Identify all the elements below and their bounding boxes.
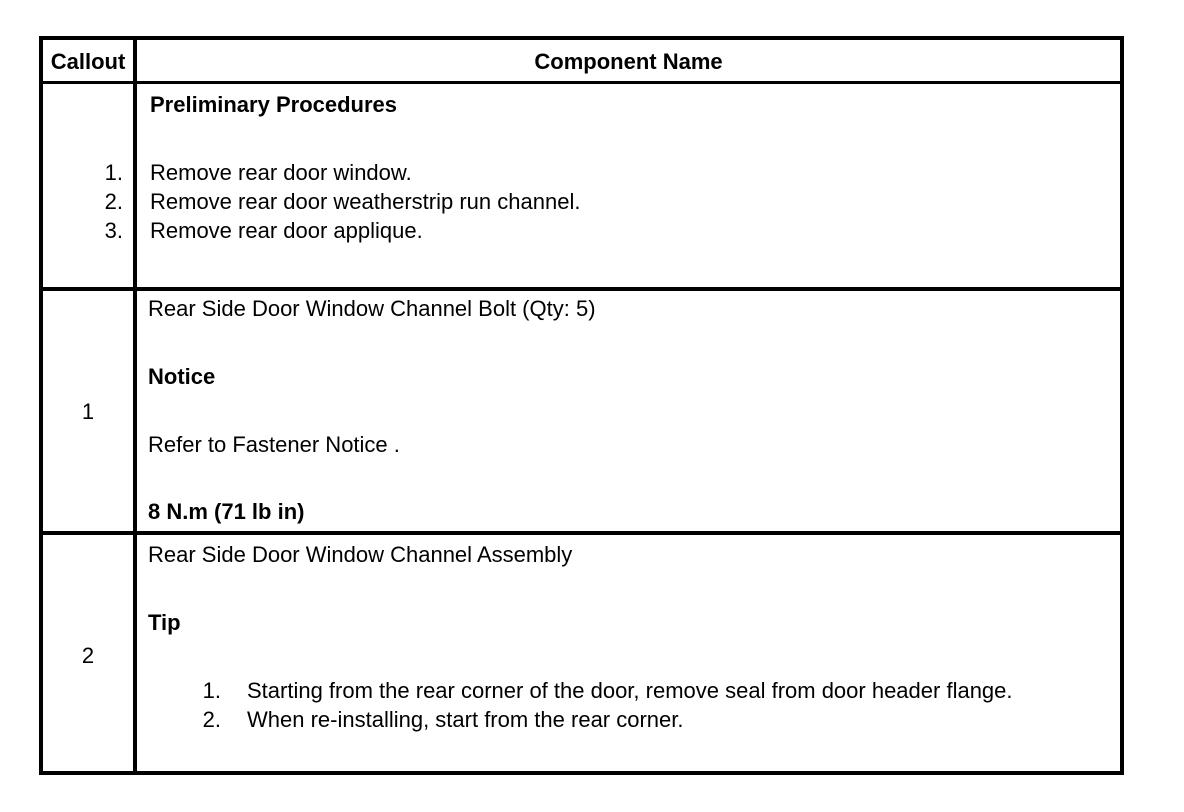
header-component-cell xyxy=(137,40,1120,81)
notice-text: Refer to Fastener Notice . xyxy=(148,432,400,457)
notice-title: Notice xyxy=(148,364,216,389)
component-cell xyxy=(137,291,1120,531)
header-callout: Callout xyxy=(50,49,126,74)
tip-step-text: Starting from the rear corner of the door, remove seal from door header flange. xyxy=(247,678,1013,703)
component-name: Rear Side Door Window Channel Assembly xyxy=(148,542,573,567)
preliminary-step-number: 3. xyxy=(104,218,123,243)
preliminary-step-number: 2. xyxy=(104,189,123,214)
callout-number: 1 xyxy=(81,399,95,424)
torque-spec: 8 N.m (71 lb in) xyxy=(148,499,305,524)
table-header-row xyxy=(43,40,1120,84)
tip-title: Tip xyxy=(148,610,181,635)
header-component-name: Component Name xyxy=(534,49,723,74)
component-cell xyxy=(137,535,1120,771)
preliminary-step-number: 1. xyxy=(104,160,123,185)
preliminary-step-text: Remove rear door applique. xyxy=(150,218,423,243)
tip-step-text: When re-installing, start from the rear corner. xyxy=(247,707,684,732)
preliminary-row xyxy=(43,84,1120,291)
callout-cell xyxy=(43,291,137,531)
preliminary-step-text: Remove rear door weatherstrip run channel. xyxy=(150,189,581,214)
header-callout-cell xyxy=(43,40,137,81)
callout-cell xyxy=(43,535,137,771)
table-row xyxy=(43,291,1120,535)
preliminary-step-text: Remove rear door window. xyxy=(150,160,412,185)
table-row xyxy=(43,535,1120,771)
tip-step-number: 2. xyxy=(202,707,221,732)
preliminary-title: Preliminary Procedures xyxy=(150,92,398,117)
tip-step-number: 1. xyxy=(202,678,221,703)
component-name: Rear Side Door Window Channel Bolt (Qty: 5) xyxy=(148,296,596,321)
procedure-table xyxy=(39,36,1124,775)
callout-number: 2 xyxy=(81,643,95,668)
